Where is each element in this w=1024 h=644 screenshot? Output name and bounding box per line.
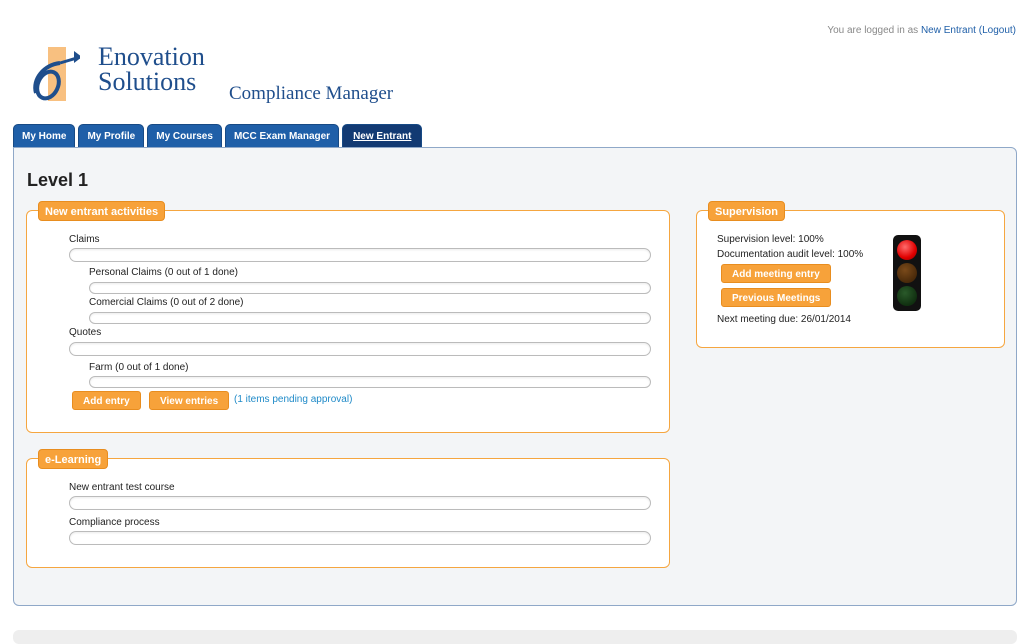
tab-new-entrant[interactable]: New Entrant: [342, 124, 422, 147]
previous-meetings-button[interactable]: Previous Meetings: [721, 288, 831, 307]
quotes-label: Quotes: [69, 327, 102, 338]
view-entries-button[interactable]: View entries: [149, 391, 229, 410]
login-status: [827, 25, 1016, 36]
pending-approval-link[interactable]: (1 items pending approval): [234, 394, 353, 405]
traffic-light-green-lamp: [897, 286, 917, 306]
tab-mcc-exam-manager[interactable]: MCC Exam Manager: [225, 124, 339, 147]
course-new-entrant-test-label: New entrant test course: [69, 482, 175, 493]
login-text: You are logged in as: [827, 25, 919, 36]
tab-my-courses[interactable]: My Courses: [147, 124, 222, 147]
personal-claims-label: Personal Claims (0 out of 1 done): [89, 267, 238, 278]
product-name: Compliance Manager: [229, 83, 394, 104]
tab-my-home[interactable]: My Home: [13, 124, 75, 147]
next-meeting-text: Next meeting due: 26/01/2014: [717, 314, 851, 325]
traffic-light-amber-lamp: [897, 263, 917, 283]
activities-legend: New entrant activities: [38, 201, 165, 221]
activities-panel: [26, 206, 670, 433]
logout-link[interactable]: (Logout): [978, 25, 1016, 36]
supervision-legend: Supervision: [708, 201, 785, 221]
elearning-legend: e-Learning: [38, 449, 108, 469]
brand-logo[interactable]: [30, 43, 430, 111]
user-name-link[interactable]: New Entrant: [920, 25, 976, 36]
brand-word-1: Enovation: [98, 42, 205, 71]
main-panel: [13, 147, 1017, 606]
commercial-claims-label: Comercial Claims (0 out of 2 done): [89, 297, 244, 308]
supervision-level-text: Supervision level: 100%: [717, 234, 824, 245]
farm-progress-bar: [89, 376, 651, 388]
personal-claims-progress-bar: [89, 282, 651, 294]
commercial-claims-progress-bar: [89, 312, 651, 324]
elearning-panel: [26, 454, 670, 568]
audit-level-text: Documentation audit level: 100%: [717, 249, 864, 260]
main-tabs: [13, 124, 422, 147]
course-compliance-process-progress-bar: [69, 531, 651, 545]
claims-label: Claims: [69, 234, 100, 245]
farm-label: Farm (0 out of 1 done): [89, 362, 189, 373]
supervision-panel: [696, 206, 1005, 348]
course-new-entrant-test-progress-bar: [69, 496, 651, 510]
traffic-light-icon: [893, 235, 921, 311]
course-compliance-process-label: Compliance process: [69, 517, 160, 528]
quotes-progress-bar: [69, 342, 651, 356]
add-meeting-entry-button[interactable]: Add meeting entry: [721, 264, 831, 283]
claims-progress-bar: [69, 248, 651, 262]
add-entry-button[interactable]: Add entry: [72, 391, 141, 410]
brand-word-2: Solutions: [98, 67, 197, 96]
traffic-light-red-lamp: [897, 240, 917, 260]
logo-mark-icon: [30, 43, 80, 105]
tab-my-profile[interactable]: My Profile: [78, 124, 144, 147]
page-title: Level 1: [27, 170, 89, 190]
